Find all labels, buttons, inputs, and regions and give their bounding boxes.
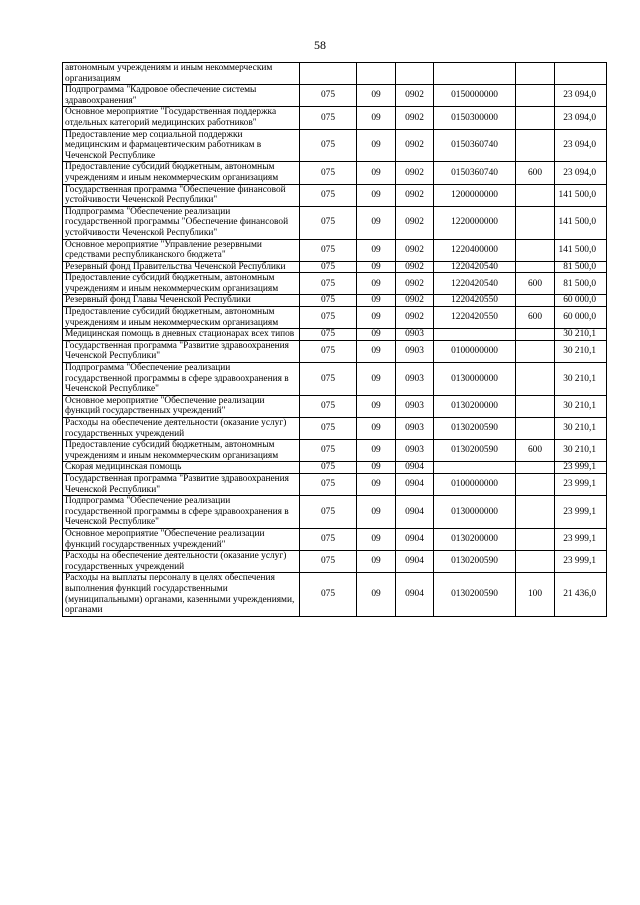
expense-type-cell — [516, 462, 555, 474]
section-code-cell: 09 — [357, 329, 396, 341]
ministry-code-cell: 075 — [300, 395, 357, 417]
subsection-code-cell: 0902 — [396, 162, 434, 184]
table-row — [63, 363, 607, 396]
amount-cell: 23 999,1 — [555, 551, 607, 573]
subsection-code-cell: 0902 — [396, 206, 434, 239]
target-article-cell: 0150360740 — [434, 162, 516, 184]
ministry-code-cell: 075 — [300, 340, 357, 362]
expense-type-cell — [516, 473, 555, 495]
row-name-cell: Резервный фонд Главы Чеченской Республики — [63, 295, 300, 307]
amount-cell: 23 094,0 — [555, 107, 607, 129]
table-row — [63, 395, 607, 417]
expense-type-cell — [516, 107, 555, 129]
target-article-cell — [434, 462, 516, 474]
target-article-cell: 1200000000 — [434, 184, 516, 206]
subsection-code-cell: 0902 — [396, 273, 434, 295]
section-code-cell: 09 — [357, 573, 396, 616]
target-article-cell: 0100000000 — [434, 473, 516, 495]
table-row — [63, 528, 607, 550]
row-name-cell: Предоставление субсидий бюджетным, автономным учреждениям и иным некоммерческим организациям — [63, 440, 300, 462]
row-name-cell: автономным учреждениям и иным некоммерческим организациям — [63, 63, 300, 85]
target-article-cell: 0100000000 — [434, 340, 516, 362]
row-name-cell: Основное мероприятие "Управление резервными средствами республиканского бюджета" — [63, 239, 300, 261]
target-article-cell: 0130200590 — [434, 440, 516, 462]
row-name-cell: Предоставление мер социальной поддержки медицинским и фармацевтическим работникам в Чеченской Республике — [63, 129, 300, 162]
ministry-code-cell: 075 — [300, 85, 357, 107]
row-name-cell: Подпрограмма "Обеспечение реализации государственной программы "Обеспечение финансовой устойчивости Чеченской Республики" — [63, 206, 300, 239]
subsection-code-cell: 0902 — [396, 107, 434, 129]
target-article-cell: 1220400000 — [434, 239, 516, 261]
ministry-code-cell: 075 — [300, 496, 357, 529]
amount-cell: 30 210,1 — [555, 418, 607, 440]
subsection-code-cell: 0903 — [396, 418, 434, 440]
row-name-cell: Подпрограмма "Кадровое обеспечение системы здравоохранения" — [63, 85, 300, 107]
table-row — [63, 462, 607, 474]
expense-type-cell — [516, 295, 555, 307]
expense-type-cell — [516, 496, 555, 529]
ministry-code-cell: 075 — [300, 462, 357, 474]
section-code-cell: 09 — [357, 363, 396, 396]
row-name-cell: Расходы на обеспечение деятельности (оказание услуг) государственных учреждений — [63, 551, 300, 573]
amount-cell: 23 999,1 — [555, 473, 607, 495]
amount-cell: 141 500,0 — [555, 206, 607, 239]
subsection-code-cell: 0904 — [396, 496, 434, 529]
row-name-cell: Государственная программа "Развитие здравоохранения Чеченской Республики" — [63, 340, 300, 362]
amount-cell — [555, 63, 607, 85]
row-name-cell: Государственная программа "Развитие здравоохранения Чеченской Республики" — [63, 473, 300, 495]
ministry-code-cell: 075 — [300, 573, 357, 616]
amount-cell: 21 436,0 — [555, 573, 607, 616]
target-article-cell: 0130000000 — [434, 363, 516, 396]
table-row — [63, 162, 607, 184]
expense-type-cell — [516, 63, 555, 85]
section-code-cell: 09 — [357, 239, 396, 261]
section-code-cell: 09 — [357, 184, 396, 206]
subsection-code-cell: 0904 — [396, 551, 434, 573]
expense-type-cell — [516, 85, 555, 107]
expense-type-cell — [516, 395, 555, 417]
subsection-code-cell: 0902 — [396, 239, 434, 261]
amount-cell: 81 500,0 — [555, 261, 607, 273]
table-row — [63, 473, 607, 495]
section-code-cell: 09 — [357, 162, 396, 184]
budget-table-body — [63, 63, 607, 617]
expense-type-cell — [516, 129, 555, 162]
ministry-code-cell: 075 — [300, 206, 357, 239]
subsection-code-cell: 0902 — [396, 85, 434, 107]
target-article-cell: 1220420540 — [434, 273, 516, 295]
ministry-code-cell: 075 — [300, 440, 357, 462]
table-row — [63, 239, 607, 261]
amount-cell: 60 000,0 — [555, 295, 607, 307]
expense-type-cell — [516, 363, 555, 396]
section-code-cell: 09 — [357, 395, 396, 417]
row-name-cell: Предоставление субсидий бюджетным, автономным учреждениям и иным некоммерческим организациям — [63, 162, 300, 184]
row-name-cell: Скорая медицинская помощь — [63, 462, 300, 474]
section-code-cell: 09 — [357, 85, 396, 107]
ministry-code-cell: 075 — [300, 184, 357, 206]
section-code-cell: 09 — [357, 496, 396, 529]
ministry-code-cell: 075 — [300, 239, 357, 261]
target-article-cell: 0150300000 — [434, 107, 516, 129]
table-row — [63, 496, 607, 529]
section-code-cell: 09 — [357, 129, 396, 162]
table-row — [63, 129, 607, 162]
table-row — [63, 206, 607, 239]
expense-type-cell — [516, 329, 555, 341]
amount-cell: 23 999,1 — [555, 496, 607, 529]
subsection-code-cell: 0902 — [396, 307, 434, 329]
subsection-code-cell: 0904 — [396, 528, 434, 550]
section-code-cell: 09 — [357, 528, 396, 550]
row-name-cell: Подпрограмма "Обеспечение реализации государственной программы в сфере здравоохранения в Чеченской Республике" — [63, 496, 300, 529]
table-row — [63, 63, 607, 85]
ministry-code-cell: 075 — [300, 162, 357, 184]
page-number: 58 — [314, 38, 326, 52]
ministry-code-cell: 075 — [300, 261, 357, 273]
amount-cell: 81 500,0 — [555, 273, 607, 295]
table-row — [63, 295, 607, 307]
subsection-code-cell: 0903 — [396, 395, 434, 417]
section-code-cell: 09 — [357, 473, 396, 495]
target-article-cell: 0130200000 — [434, 528, 516, 550]
ministry-code-cell: 075 — [300, 418, 357, 440]
table-row — [63, 261, 607, 273]
table-row — [63, 184, 607, 206]
target-article-cell: 0130200590 — [434, 551, 516, 573]
expense-type-cell — [516, 184, 555, 206]
amount-cell: 141 500,0 — [555, 239, 607, 261]
expense-type-cell: 600 — [516, 273, 555, 295]
expense-type-cell — [516, 551, 555, 573]
subsection-code-cell: 0902 — [396, 184, 434, 206]
amount-cell: 23 999,1 — [555, 528, 607, 550]
amount-cell: 30 210,1 — [555, 363, 607, 396]
amount-cell: 23 094,0 — [555, 162, 607, 184]
ministry-code-cell: 075 — [300, 551, 357, 573]
table-row — [63, 85, 607, 107]
ministry-code-cell: 075 — [300, 129, 357, 162]
expense-type-cell — [516, 340, 555, 362]
table-row — [63, 107, 607, 129]
amount-cell: 30 210,1 — [555, 329, 607, 341]
expense-type-cell: 600 — [516, 440, 555, 462]
row-name-cell: Расходы на выплаты персоналу в целях обеспечения выполнения функций государственными (муниципальными) органами, казенными учреждениями, органами — [63, 573, 300, 616]
row-name-cell: Подпрограмма "Обеспечение реализации государственной программы в сфере здравоохранения в Чеченской Республике" — [63, 363, 300, 396]
subsection-code-cell: 0903 — [396, 340, 434, 362]
budget-table — [62, 62, 607, 617]
section-code-cell: 09 — [357, 440, 396, 462]
subsection-code-cell: 0904 — [396, 462, 434, 474]
ministry-code-cell: 075 — [300, 107, 357, 129]
table-row — [63, 551, 607, 573]
section-code-cell: 09 — [357, 273, 396, 295]
target-article-cell: 1220420550 — [434, 307, 516, 329]
section-code-cell: 09 — [357, 418, 396, 440]
expense-type-cell: 600 — [516, 162, 555, 184]
table-row — [63, 329, 607, 341]
row-name-cell: Предоставление субсидий бюджетным, автономным учреждениям и иным некоммерческим организациям — [63, 307, 300, 329]
target-article-cell: 0130200590 — [434, 418, 516, 440]
target-article-cell: 1220420550 — [434, 295, 516, 307]
subsection-code-cell: 0902 — [396, 295, 434, 307]
target-article-cell — [434, 329, 516, 341]
expense-type-cell: 600 — [516, 307, 555, 329]
row-name-cell: Медицинская помощь в дневных стационарах всех типов — [63, 329, 300, 341]
target-article-cell: 0130200590 — [434, 573, 516, 616]
ministry-code-cell: 075 — [300, 329, 357, 341]
table-row — [63, 440, 607, 462]
subsection-code-cell: 0902 — [396, 261, 434, 273]
row-name-cell: Расходы на обеспечение деятельности (оказание услуг) государственных учреждений — [63, 418, 300, 440]
section-code-cell: 09 — [357, 295, 396, 307]
section-code-cell — [357, 63, 396, 85]
ministry-code-cell: 075 — [300, 295, 357, 307]
amount-cell: 141 500,0 — [555, 184, 607, 206]
section-code-cell: 09 — [357, 307, 396, 329]
amount-cell: 23 999,1 — [555, 462, 607, 474]
ministry-code-cell: 075 — [300, 273, 357, 295]
row-name-cell: Государственная программа "Обеспечение финансовой устойчивости Чеченской Республики" — [63, 184, 300, 206]
amount-cell: 60 000,0 — [555, 307, 607, 329]
amount-cell: 23 094,0 — [555, 85, 607, 107]
section-code-cell: 09 — [357, 462, 396, 474]
subsection-code-cell: 0903 — [396, 329, 434, 341]
table-row — [63, 273, 607, 295]
expense-type-cell — [516, 528, 555, 550]
ministry-code-cell: 075 — [300, 307, 357, 329]
expense-type-cell — [516, 206, 555, 239]
ministry-code-cell — [300, 63, 357, 85]
target-article-cell: 0150000000 — [434, 85, 516, 107]
table-row — [63, 307, 607, 329]
row-name-cell: Предоставление субсидий бюджетным, автономным учреждениям и иным некоммерческим организациям — [63, 273, 300, 295]
amount-cell: 30 210,1 — [555, 440, 607, 462]
ministry-code-cell: 075 — [300, 528, 357, 550]
section-code-cell: 09 — [357, 340, 396, 362]
ministry-code-cell: 075 — [300, 473, 357, 495]
expense-type-cell — [516, 239, 555, 261]
expense-type-cell: 100 — [516, 573, 555, 616]
section-code-cell: 09 — [357, 261, 396, 273]
section-code-cell: 09 — [357, 551, 396, 573]
expense-type-cell — [516, 261, 555, 273]
row-name-cell: Основное мероприятие "Обеспечение реализации функций государственных учреждений" — [63, 395, 300, 417]
subsection-code-cell — [396, 63, 434, 85]
amount-cell: 30 210,1 — [555, 395, 607, 417]
row-name-cell: Основное мероприятие "Обеспечение реализации функций государственных учреждений" — [63, 528, 300, 550]
table-row — [63, 573, 607, 616]
target-article-cell: 1220420540 — [434, 261, 516, 273]
expense-type-cell — [516, 418, 555, 440]
section-code-cell: 09 — [357, 107, 396, 129]
subsection-code-cell: 0904 — [396, 473, 434, 495]
target-article-cell: 0150360740 — [434, 129, 516, 162]
row-name-cell: Резервный фонд Правительства Чеченской Республики — [63, 261, 300, 273]
subsection-code-cell: 0902 — [396, 129, 434, 162]
amount-cell: 30 210,1 — [555, 340, 607, 362]
target-article-cell: 0130000000 — [434, 496, 516, 529]
amount-cell: 23 094,0 — [555, 129, 607, 162]
section-code-cell: 09 — [357, 206, 396, 239]
table-row — [63, 418, 607, 440]
target-article-cell — [434, 63, 516, 85]
subsection-code-cell: 0904 — [396, 573, 434, 616]
target-article-cell: 0130200000 — [434, 395, 516, 417]
table-row — [63, 340, 607, 362]
row-name-cell: Основное мероприятие "Государственная поддержка отдельных категорий медицинских работников" — [63, 107, 300, 129]
subsection-code-cell: 0903 — [396, 363, 434, 396]
subsection-code-cell: 0903 — [396, 440, 434, 462]
ministry-code-cell: 075 — [300, 363, 357, 396]
target-article-cell: 1220000000 — [434, 206, 516, 239]
